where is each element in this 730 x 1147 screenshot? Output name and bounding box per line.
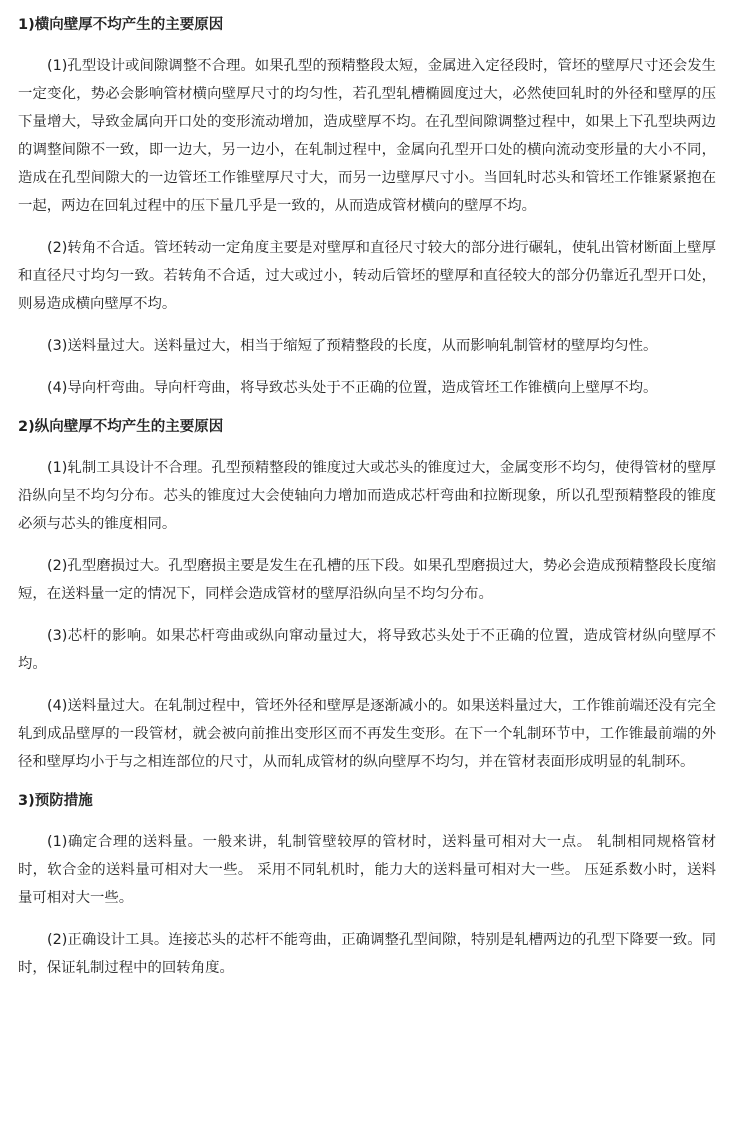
paragraph: (3)芯杆的影响。如果芯杆弯曲或纵向窜动量过大，将导致芯头处于不正确的位置，造成管材纵向壁厚不均。 [18, 628, 716, 672]
paragraph: (2)孔型磨损过大。孔型磨损主要是发生在孔槽的压下段。如果孔型磨损过大，势必会造成预精整段长度缩短，在送料量一定的情况下，同样会造成管材的壁厚沿纵向呈不均匀分布。 [18, 558, 716, 602]
section-heading: 3)预防措施 [18, 793, 93, 809]
paragraph: (4)送料量过大。在轧制过程中，管坯外径和壁厚是逐渐减小的。如果送料量过大，工作锥前端还没有完全轧到成品壁厚的一段管材，就会被向前推出变形区而不再发生变形。在下一个轧制环节中，工作锥最前端的外径和壁厚均小于与之相连部位的尺寸，从而轧成管材的纵向壁厚不均匀，并在管材表面形成明显的轧制环。 [18, 698, 716, 770]
paragraph: (2)正确设计工具。连接芯头的芯杆不能弯曲，正确调整孔型间隙，特别是轧槽两边的孔型下降要一致。同时，保证轧制过程中的回转角度。 [18, 932, 716, 976]
section-transverse-wall-thickness [18, 14, 716, 402]
paragraph: (4)导向杆弯曲。导向杆弯曲，将导致芯头处于不正确的位置，造成管坯工作锥横向上壁厚不均。 [47, 380, 658, 396]
paragraph: (3)送料量过大。送料量过大，相当于缩短了预精整段的长度，从而影响轧制管材的壁厚均匀性。 [47, 338, 658, 354]
section-heading: 2)纵向壁厚不均产生的主要原因 [18, 419, 224, 435]
paragraph: (2)转角不合适。管坯转动一定角度主要是对壁厚和直径尺寸较大的部分进行碾轧，使轧出管材断面上壁厚和直径尺寸均匀一致。若转角不合适，过大或过小，转动后管坯的壁厚和直径较大的部分仍靠近孔型开口处，则易造成横向壁厚不均。 [18, 240, 716, 312]
section-longitudinal-wall-thickness [18, 416, 716, 776]
paragraph: (1)孔型设计或间隙调整不合理。如果孔型的预精整段太短，金属进入定径段时，管坯的壁厚尺寸还会发生一定变化，势必会影响管材横向壁厚尺寸的均匀性，若孔型轧槽椭圆度过大，必然使回轧时的外径和壁厚的压下量增大，导致金属向开口处的变形流动增加，造成壁厚不均。在孔型间隙调整过程中，如果上下孔型块两边的调整间隙不一致，即一边大，另一边小，在轧制过程中，金属向孔型开口处的横向流动变形量的大小不同，造成在孔型间隙大的一边管坯工作锥壁厚尺寸大，而另一边壁厚尺寸小。当回轧时芯头和管坯工作锥紧紧抱在一起，两边在回轧过程中的压下量几乎是一致的，从而造成管材横向的壁厚不均。 [18, 58, 716, 214]
section-prevention-measures [18, 790, 716, 982]
paragraph: (1)确定合理的送料量。一般来讲，轧制管壁较厚的管材时，送料量可相对大一点。 轧制相同规格管材时，软合金的送料量可相对大一些。 采用不同轧机时，能力大的送料量可相对大一些。 压延系数小时，送料量可相对大一些。 [18, 834, 716, 906]
section-heading: 1)横向壁厚不均产生的主要原因 [18, 17, 224, 33]
paragraph: (1)轧制工具设计不合理。孔型预精整段的锥度过大或芯头的锥度过大，金属变形不均匀，使得管材的壁厚沿纵向呈不均匀分布。芯头的锥度过大会使轴向力增加而造成芯杆弯曲和拉断现象，所以孔型预精整段的锥度必须与芯头的锥度相同。 [18, 460, 716, 532]
